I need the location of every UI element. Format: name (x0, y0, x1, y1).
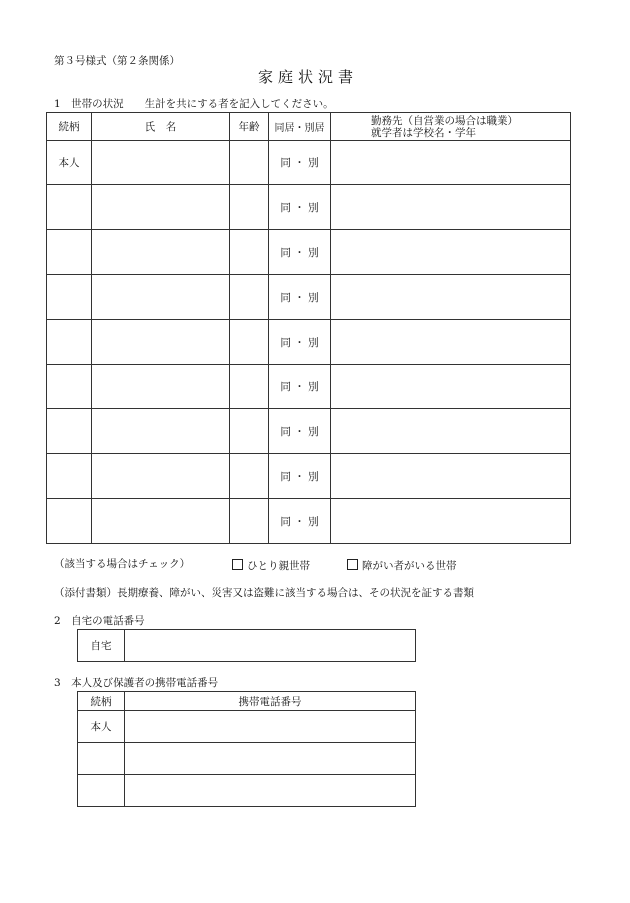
relation-cell[interactable] (78, 775, 125, 807)
work-cell[interactable] (331, 499, 571, 544)
work-cell[interactable] (331, 185, 571, 230)
col-relation-header: 続柄 (47, 113, 92, 141)
work-cell[interactable] (331, 454, 571, 499)
relation-cell[interactable] (47, 454, 92, 499)
cohab-cell[interactable]: 同 ・ 別 (269, 141, 331, 185)
name-cell[interactable] (92, 141, 230, 185)
age-cell[interactable] (230, 320, 269, 365)
section2-heading: 2 自宅の電話番号 (54, 615, 145, 627)
work-cell[interactable] (331, 141, 571, 185)
work-cell[interactable] (331, 409, 571, 454)
mobile-phone-field[interactable] (125, 775, 416, 807)
relation-cell[interactable] (78, 743, 125, 775)
table-row (47, 185, 571, 230)
check-disability-label: 障がい者がいる世帯 (362, 560, 457, 572)
table-row (47, 409, 571, 454)
name-cell[interactable] (92, 499, 230, 544)
table-row (78, 743, 416, 775)
cohab-cell[interactable]: 同 ・ 別 (269, 275, 331, 320)
col-name-header: 氏 名 (92, 113, 230, 141)
cohab-cell[interactable]: 同 ・ 別 (269, 365, 331, 409)
attachment-note: （添付書類）長期療養、障がい、災害又は盗難に該当する場合は、その状況を証する書類 (54, 587, 474, 599)
relation-cell[interactable] (47, 499, 92, 544)
work-cell[interactable] (331, 320, 571, 365)
check-note: （該当する場合はチェック） (54, 558, 191, 570)
table-row (47, 320, 571, 365)
table-row (78, 630, 416, 662)
table-row (47, 275, 571, 320)
col-work-header-line2: 就学者は学校名・学年 (371, 126, 476, 139)
check-single-parent-label: ひとり親世帯 (247, 560, 310, 572)
col-age-header: 年齢 (230, 113, 269, 141)
name-cell[interactable] (92, 185, 230, 230)
form-number: 第３号様式（第２条関係） (54, 55, 180, 67)
work-cell[interactable] (331, 230, 571, 275)
home-phone-field[interactable] (125, 630, 416, 662)
checkbox-icon[interactable] (232, 559, 243, 570)
relation-cell[interactable] (47, 409, 92, 454)
household-header-row (47, 113, 571, 141)
cohab-cell[interactable]: 同 ・ 別 (269, 185, 331, 230)
table-row (47, 141, 571, 185)
checkbox-icon[interactable] (347, 559, 358, 570)
relation-cell[interactable] (47, 365, 92, 409)
name-cell[interactable] (92, 275, 230, 320)
col-work-header-line1: 勤務先（自営業の場合は職業） (371, 114, 518, 127)
cohab-cell[interactable]: 同 ・ 別 (269, 230, 331, 275)
table-row (47, 499, 571, 544)
work-cell[interactable] (331, 275, 571, 320)
col-work-header (331, 113, 571, 141)
table-row (47, 230, 571, 275)
name-cell[interactable] (92, 365, 230, 409)
table-row (78, 775, 416, 807)
cohab-cell[interactable]: 同 ・ 別 (269, 320, 331, 365)
age-cell[interactable] (230, 141, 269, 185)
work-cell[interactable] (331, 365, 571, 409)
mobile-phone-field[interactable] (125, 711, 416, 743)
name-cell[interactable] (92, 409, 230, 454)
relation-cell[interactable] (47, 275, 92, 320)
check-single-parent[interactable] (232, 559, 310, 572)
name-cell[interactable] (92, 454, 230, 499)
table-row (47, 365, 571, 409)
age-cell[interactable] (230, 275, 269, 320)
age-cell[interactable] (230, 454, 269, 499)
home-phone-label: 自宅 (78, 630, 125, 662)
page-title: 家庭状況書 (258, 68, 359, 86)
home-phone-table (77, 629, 416, 662)
age-cell[interactable] (230, 185, 269, 230)
cohab-cell[interactable]: 同 ・ 別 (269, 409, 331, 454)
relation-cell[interactable]: 本人 (47, 141, 92, 185)
col-cohab-header: 同居・別居 (269, 113, 331, 141)
cohab-cell[interactable]: 同 ・ 別 (269, 454, 331, 499)
col-phone-header: 携帯電話番号 (125, 692, 416, 711)
name-cell[interactable] (92, 230, 230, 275)
table-row (47, 454, 571, 499)
relation-cell[interactable] (47, 320, 92, 365)
relation-cell[interactable] (47, 230, 92, 275)
cohab-cell[interactable]: 同 ・ 別 (269, 499, 331, 544)
relation-cell[interactable]: 本人 (78, 711, 125, 743)
age-cell[interactable] (230, 499, 269, 544)
col-relation-header: 続柄 (78, 692, 125, 711)
section1-heading: 1 世帯の状況 生計を共にする者を記入してください。 (54, 98, 334, 110)
age-cell[interactable] (230, 409, 269, 454)
age-cell[interactable] (230, 365, 269, 409)
relation-cell[interactable] (47, 185, 92, 230)
section3-heading: 3 本人及び保護者の携帯電話番号 (54, 677, 219, 689)
mobile-phone-field[interactable] (125, 743, 416, 775)
age-cell[interactable] (230, 230, 269, 275)
check-disability[interactable] (347, 559, 457, 572)
name-cell[interactable] (92, 320, 230, 365)
household-table (46, 112, 571, 544)
mobile-header-row (78, 692, 416, 711)
mobile-phone-table (77, 691, 416, 807)
table-row (78, 711, 416, 743)
